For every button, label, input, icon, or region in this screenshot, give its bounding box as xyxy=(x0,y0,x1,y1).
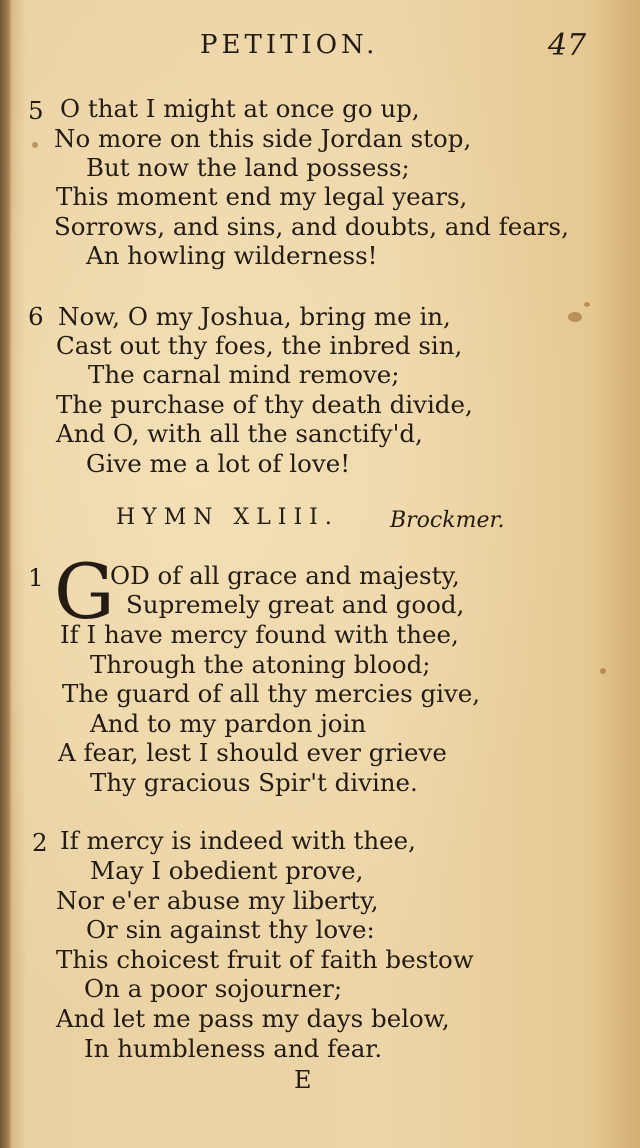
hymn-tune: Brockmer. xyxy=(390,508,505,533)
verse-number: 6 xyxy=(28,302,44,331)
page-number: 47 xyxy=(548,28,587,63)
verse-line: Through the atoning blood; xyxy=(90,650,431,679)
verse-number: 5 xyxy=(28,96,44,125)
verse-line: Sorrows, and sins, and doubts, and fears, xyxy=(54,212,569,241)
verse-line: And let me pass my days below, xyxy=(56,1004,450,1033)
verse-line: If I have mercy found with thee, xyxy=(60,620,459,649)
verse-line: OD of all grace and majesty, xyxy=(110,561,460,590)
verse-line: The guard of all thy mercies give, xyxy=(62,679,481,708)
verse-line: In humbleness and fear. xyxy=(84,1034,383,1063)
ink-stain xyxy=(584,302,590,307)
running-head: PETITION. xyxy=(200,30,379,60)
verse-line: Thy gracious Spir't divine. xyxy=(90,768,418,797)
verse-line: This choicest fruit of faith bestow xyxy=(56,945,474,974)
verse-line: An howling wilderness! xyxy=(86,241,378,270)
verse-line: And O, with all the sanctify'd, xyxy=(56,419,423,448)
verse-line: And to my pardon join xyxy=(90,709,367,738)
binding-gutter xyxy=(0,0,12,1148)
verse-line: May I obedient prove, xyxy=(90,856,364,885)
verse-line: Nor e'er abuse my liberty, xyxy=(56,886,379,915)
verse-line: If mercy is indeed with thee, xyxy=(60,826,416,855)
verse-line: The carnal mind remove; xyxy=(88,360,400,389)
drop-cap: G xyxy=(54,547,115,636)
verse-line: No more on this side Jordan stop, xyxy=(54,124,472,153)
verse-line: Or sin against thy love: xyxy=(86,915,375,944)
ink-stain xyxy=(568,312,582,322)
verse-number: 2 xyxy=(32,828,48,857)
verse-line: A fear, lest I should ever grieve xyxy=(58,738,447,767)
verse-line: Now, O my Joshua, bring me in, xyxy=(58,302,451,331)
ink-stain xyxy=(600,668,606,674)
verse-line: Cast out thy foes, the inbred sin, xyxy=(56,331,463,360)
page-header xyxy=(0,30,640,70)
verse-number: 1 xyxy=(28,563,44,592)
signature-mark: E xyxy=(294,1066,312,1094)
verse-line: But now the land possess; xyxy=(86,153,410,182)
verse-line: This moment end my legal years, xyxy=(56,182,468,211)
verse-line: The purchase of thy death divide, xyxy=(56,390,473,419)
hymn-title: HYMN XLIII. xyxy=(116,505,339,530)
verse-line: Supremely great and good, xyxy=(126,590,465,619)
verse-line: Give me a lot of love! xyxy=(86,449,351,478)
verse-line: O that I might at once go up, xyxy=(60,94,420,123)
verse-line: On a poor sojourner; xyxy=(84,974,343,1003)
ink-stain xyxy=(32,142,38,148)
